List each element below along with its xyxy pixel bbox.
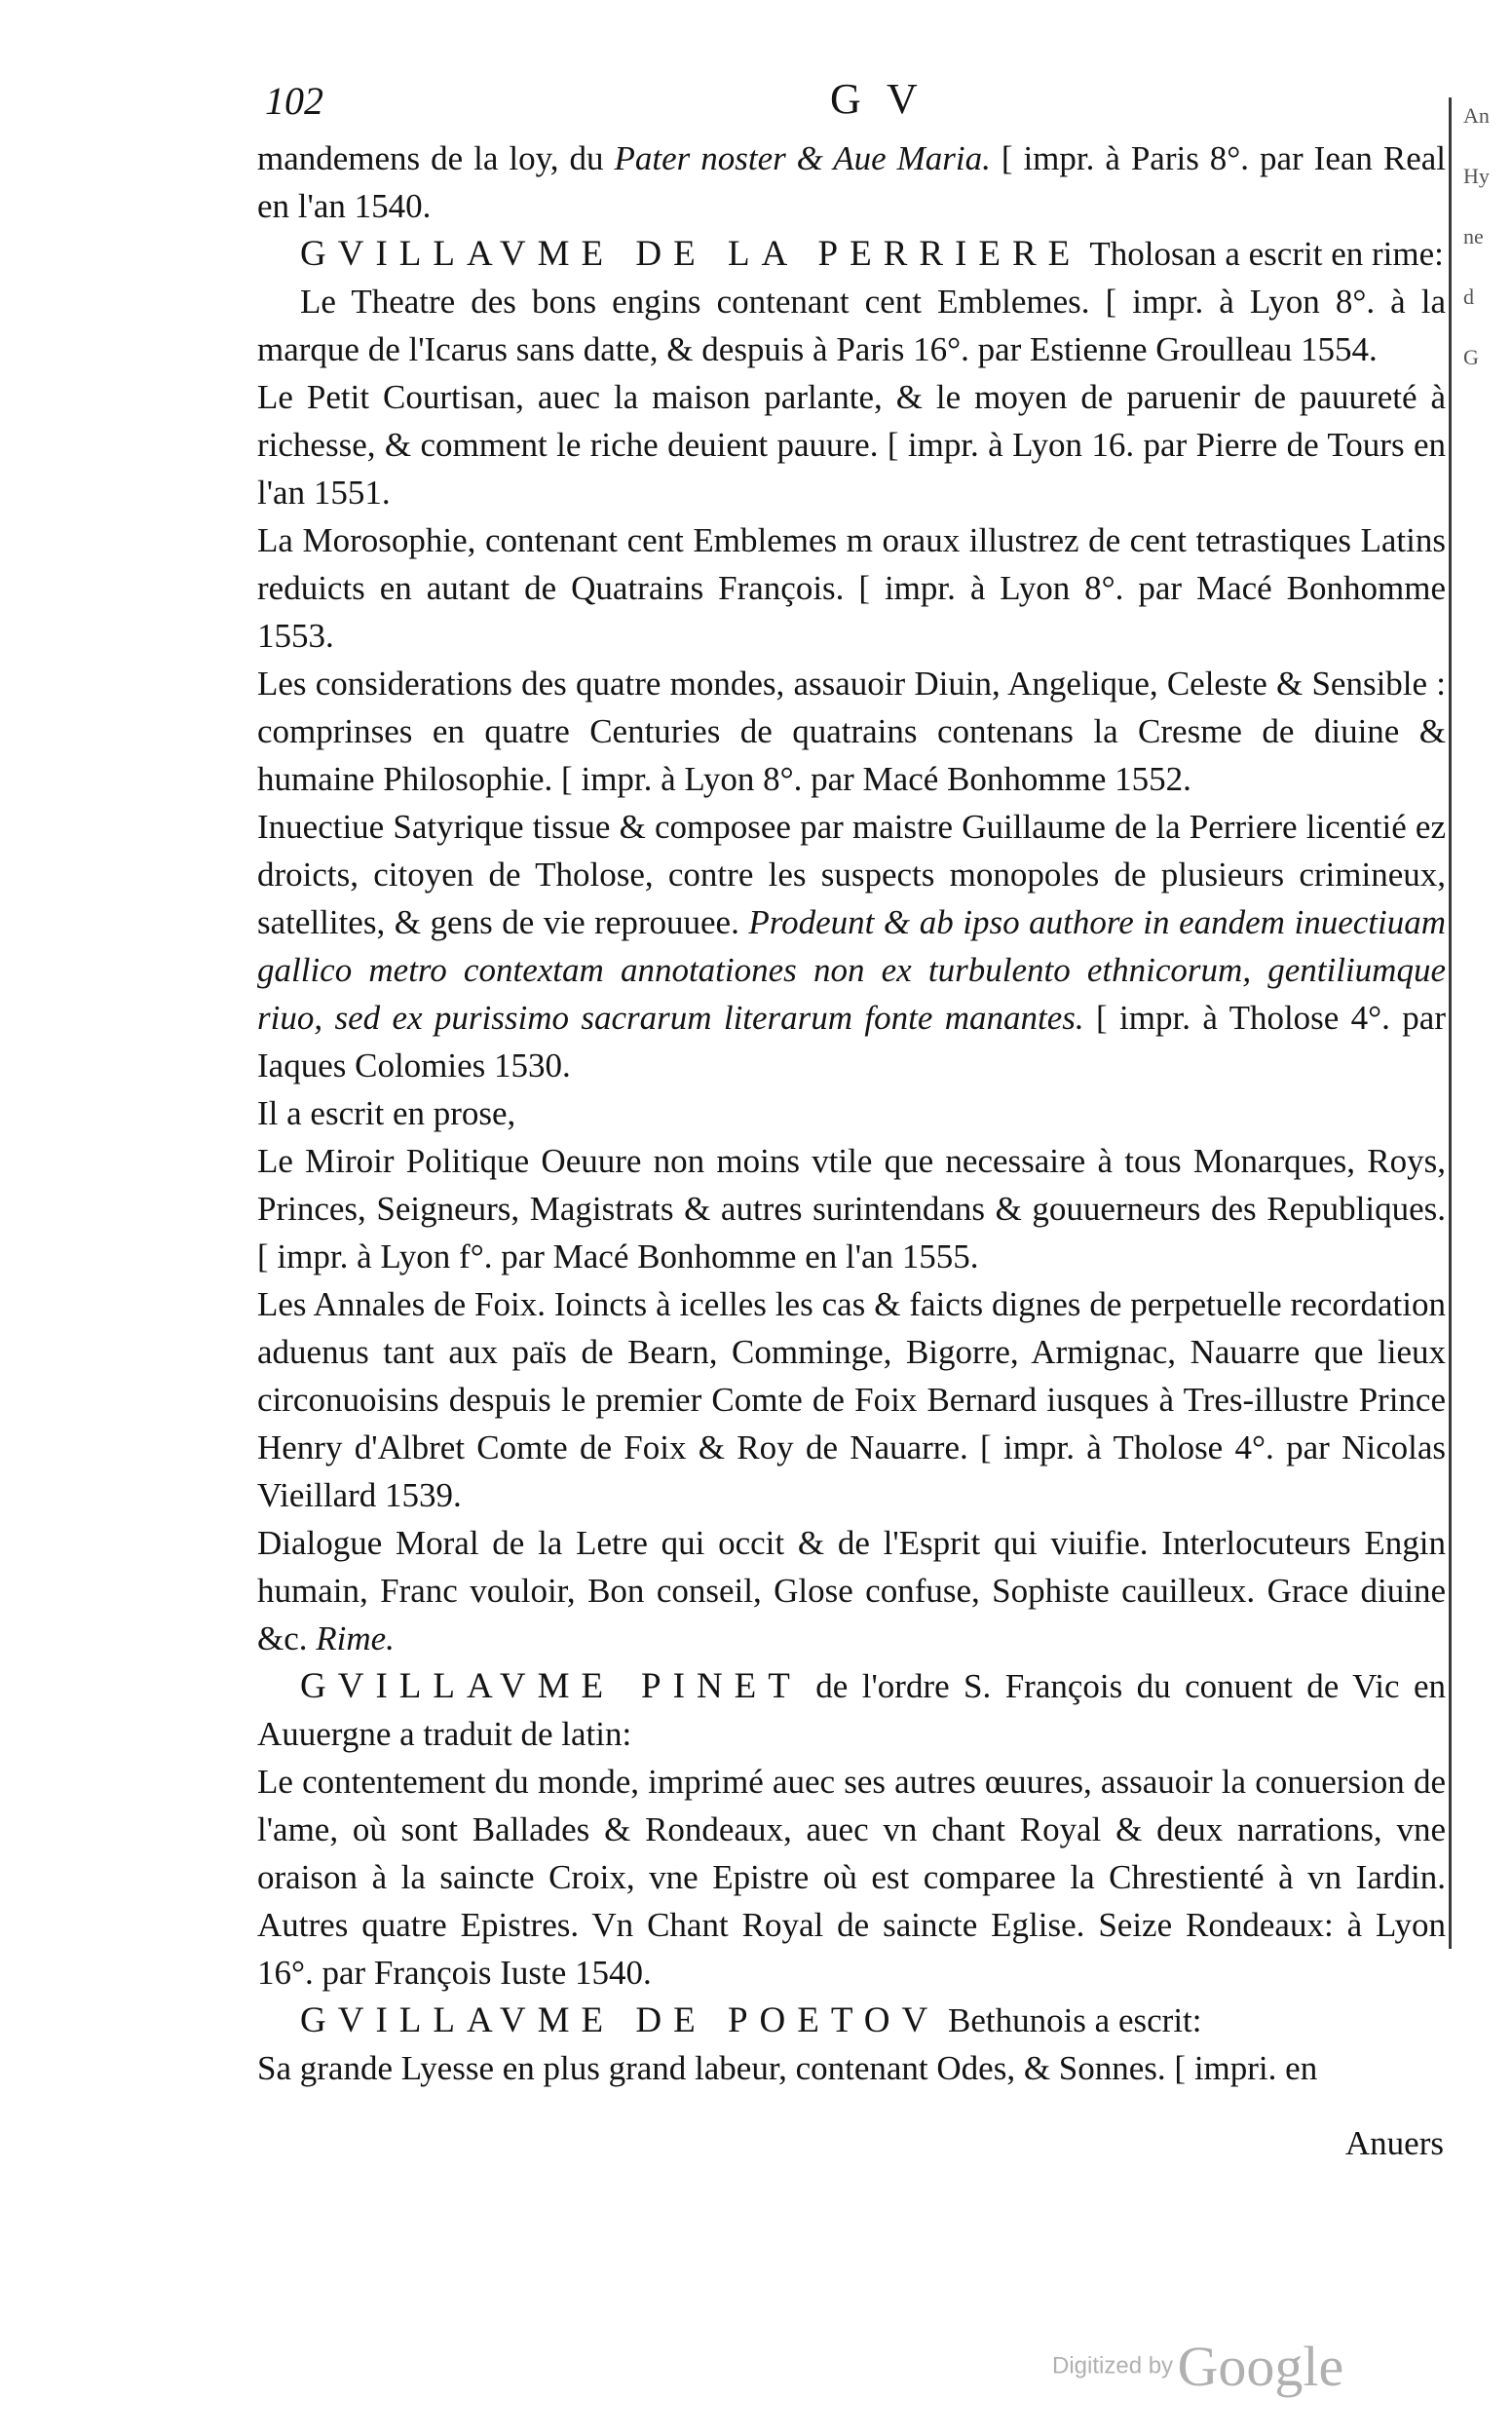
entry-text: [ impr. à Tholose 4°. par Iaques Colomies 1530.: [257, 999, 1446, 1085]
entry-text: mandemens de la loy, du: [257, 139, 615, 177]
entry-text: Le Theatre des bons engins contenant cent Emblemes. [ impr. à Lyon 8°. à la marque de l'Icarus sans datte, & despuis à Paris 16°. par Estienne Groulleau 1554.: [257, 283, 1446, 368]
entry-paragraph: [257, 1280, 1446, 1519]
entry-text: La Morosophie, contenant cent Emblemes m oraux illustrez de cent tetrastiques Latins reduicts en autant de Quatrains François. [ impr. à Lyon 8°. par Macé Bonhomme 1553.: [257, 521, 1446, 655]
entry-paragraph: [257, 230, 1446, 278]
entry-text: Bethunois a escrit:: [939, 2001, 1202, 2039]
margin-fragment: Hy: [1463, 164, 1490, 188]
running-head: G V: [830, 75, 926, 123]
digitization-watermark: [1052, 2334, 1343, 2399]
entry-text: Le contentement du monde, imprimé auec ses autres œuures, assauoir la conuersion de l'ame, où sont Ballades & Rondeaux, auec vn chant Royal & deux narrations, vne oraison à la saincte Croix, vne Epistre où est comparee la Chrestienté à vn Iardin. Autres quatre Epistres. Vn Chant Royal de saincte Eglise. Seize Rondeaux: à Lyon 16°. par François Iuste 1540.: [257, 1763, 1446, 1992]
entry-paragraph: [257, 516, 1446, 660]
entry-paragraph: [257, 134, 1446, 230]
entry-text: Le Miroir Politique Oeuure non moins vtile que necessaire à tous Monarques, Roys, Princes, Seigneurs, Magistrats & autres surintendans & gouuerneurs des Republiques. [ impr. à Lyon f°. par Macé Bonhomme en l'an 1555.: [257, 1142, 1446, 1275]
italic-text: Pater noster & Aue Maria.: [614, 139, 991, 177]
page-number: 102: [265, 79, 323, 123]
entry-paragraph: [257, 373, 1446, 516]
author-name: GVILLAVME PINET: [300, 1666, 802, 1706]
entry-text: Il a escrit en prose,: [257, 1094, 516, 1132]
margin-fragment: ne: [1463, 224, 1484, 248]
entry-text: de l'ordre S. François du conuent de Vic en Auuergne a traduit de latin:: [257, 1667, 1446, 1753]
entry-paragraph: [257, 2044, 1446, 2092]
margin-fragment: d: [1463, 285, 1474, 309]
body-text: [257, 134, 1446, 2092]
author-name: GVILLAVME DE POETOV: [300, 2000, 940, 2040]
page-header: [265, 75, 1444, 136]
margin-fragment: G: [1463, 345, 1479, 369]
catchword: Anuers: [1344, 2124, 1444, 2162]
entry-paragraph: [257, 1519, 1446, 1662]
italic-text: Rime.: [316, 1619, 395, 1657]
entry-text: Tholosan a escrit en rime:: [1081, 235, 1444, 273]
italic-text: Prodeunt & ab ipso authore in eandem inuectiuam gallico metro contextam annotationes non ex turbulento ethnicorum, gentiliumque riuo, sed ex purissimo sacrarum literarum fonte manantes.: [257, 903, 1446, 1037]
entry-paragraph: [257, 1662, 1446, 1758]
entry-paragraph: [257, 278, 1446, 373]
entry-text: Les Annales de Foix. Ioincts à icelles les cas & faicts dignes de perpetuelle recordation aduenus tant aux païs de Bearn, Comminge, Bigorre, Armignac, Nauarre que lieux circonuoisins despuis le premier Comte de Foix Bernard iusques à Tres-illustre Prince Henry d'Albret Comte de Foix & Roy de Nauarre. [ impr. à Tholose 4°. par Nicolas Vieillard 1539.: [257, 1285, 1446, 1514]
author-name: GVILLAVME DE LA PERRIERE: [300, 234, 1082, 274]
entry-paragraph: [257, 1089, 1446, 1137]
entry-paragraph: [257, 1997, 1446, 2044]
entry-text: Les considerations des quatre mondes, assauoir Diuin, Angelique, Celeste & Sensible : comprinses en quatre Centuries de quatrains contenans la Cresme de diuine & humaine Philosophie. [ impr. à Lyon 8°. par Macé Bonhomme 1552.: [257, 665, 1446, 798]
watermark-prefix: Digitized by: [1052, 2352, 1174, 2379]
entry-paragraph: [257, 803, 1446, 1089]
adjacent-page-margin: [1449, 97, 1512, 1949]
margin-fragment: An: [1463, 103, 1490, 128]
entry-paragraph: [257, 1758, 1446, 1997]
entry-text: Sa grande Lyesse en plus grand labeur, contenant Odes, & Sonnes. [ impri. en: [257, 2049, 1318, 2087]
entry-text: Inuectiue Satyrique tissue & composee par maistre Guillaume de la Perriere licentié ez droicts, citoyen de Tholose, contre les suspects monopoles de plusieurs crimineux, satellites, & gens de vie reprouuee.: [257, 808, 1446, 941]
entry-text: Dialogue Moral de la Letre qui occit & de l'Esprit qui viuifie. Interlocuteurs Engin humain, Franc vouloir, Bon conseil, Glose confuse, Sophiste cauilleux. Grace diuine &c.: [257, 1524, 1446, 1657]
entry-text: Le Petit Courtisan, auec la maison parlante, & le moyen de paruenir de pauureté à richesse, & comment le riche deuient pauure. [ impr. à Lyon 16. par Pierre de Tours en l'an 1551.: [257, 378, 1446, 512]
entry-paragraph: [257, 660, 1446, 803]
entry-paragraph: [257, 1137, 1446, 1280]
google-logo: Google: [1177, 2335, 1344, 2398]
entry-text: [ impr. à Paris 8°. par Iean Real en l'an 1540.: [257, 139, 1446, 225]
